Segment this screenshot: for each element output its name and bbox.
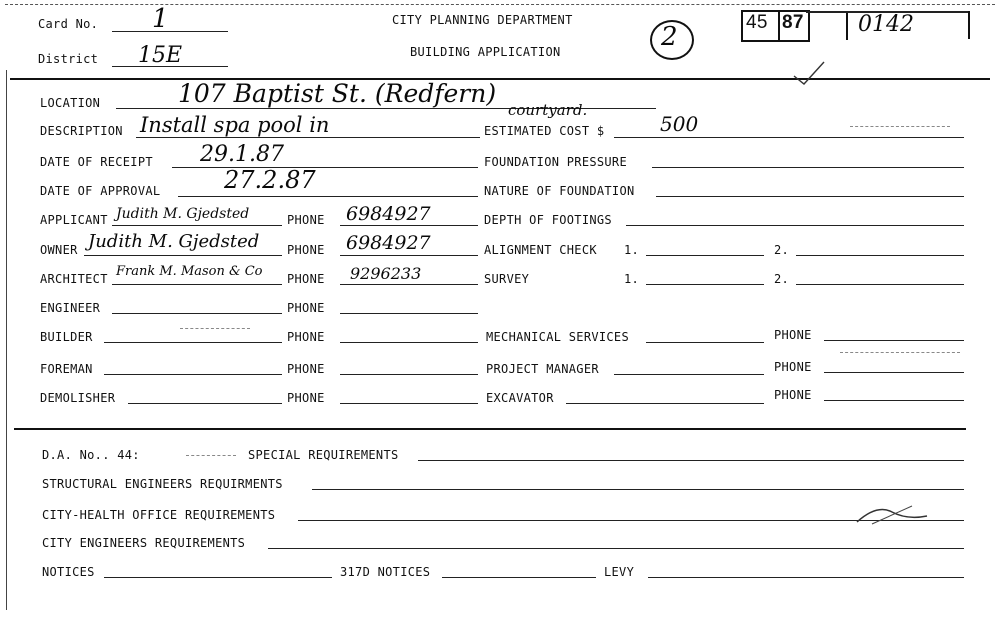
applicant-label: APPLICANT: [40, 213, 108, 227]
mechanical-phone-line: [824, 340, 964, 341]
estimated-cost-label: ESTIMATED COST $: [484, 124, 605, 138]
demolisher-phone-label: PHONE: [287, 391, 325, 405]
engineer-phone-label: PHONE: [287, 301, 325, 315]
depth-footings-label: DEPTH OF FOOTINGS: [484, 213, 612, 227]
structural-line: [312, 489, 964, 490]
applicant-phone-label: PHONE: [287, 213, 325, 227]
circled-number-value: 2: [661, 22, 678, 52]
survey-line-1: [646, 284, 764, 285]
owner-phone-label: PHONE: [287, 243, 325, 257]
description-line: [136, 137, 480, 138]
project-manager-label: PROJECT MANAGER: [486, 362, 599, 376]
owner-phone-value: 6984927: [346, 232, 431, 254]
location-value: 107 Baptist St. (Redfern): [178, 79, 497, 108]
architect-phone-label: PHONE: [287, 272, 325, 286]
district-label: District: [38, 52, 99, 66]
levy-label: LEVY: [604, 565, 635, 579]
file-ref-divider-1: [778, 10, 780, 40]
nature-foundation-line: [656, 196, 964, 197]
levy-line: [648, 577, 964, 578]
special-requirements-line: [418, 460, 964, 461]
alignment-line-1: [646, 255, 764, 256]
architect-line: [112, 284, 282, 285]
card-no-label: Card No.: [38, 17, 99, 31]
section-divider: [14, 428, 966, 430]
date-approval-label: DATE OF APPROVAL: [40, 184, 161, 198]
demolisher-line: [128, 403, 282, 404]
mechanical-line: [646, 342, 764, 343]
file-ref-b: 87: [782, 12, 804, 33]
file-ref-c: 0142: [858, 12, 914, 37]
project-manager-line: [614, 374, 764, 375]
engineer-phone-line: [340, 313, 478, 314]
owner-value: Judith M. Gjedsted: [88, 231, 260, 252]
description-extra: courtyard.: [508, 101, 588, 119]
survey-line-2: [796, 284, 964, 285]
card-no-value: 1: [152, 4, 169, 34]
builder-phone-label: PHONE: [287, 330, 325, 344]
notices-line: [104, 577, 332, 578]
date-approval-value: 27.2.87: [224, 166, 316, 194]
engineer-line: [112, 313, 282, 314]
engineer-label: ENGINEER: [40, 301, 101, 315]
builder-label: BUILDER: [40, 330, 93, 344]
health-label: CITY-HEALTH OFFICE REQUIREMENTS: [42, 508, 276, 522]
applicant-phone-value: 6984927: [346, 203, 431, 225]
alignment-num-1: 1.: [624, 243, 640, 257]
excavator-label: EXCAVATOR: [486, 391, 554, 405]
applicant-phone-line: [340, 225, 478, 226]
structural-label: STRUCTURAL ENGINEERS REQUIRMENTS: [42, 477, 283, 491]
project-manager-phone-line: [824, 372, 964, 373]
date-receipt-label: DATE OF RECEIPT: [40, 155, 153, 169]
da-no-label: D.A. No.. 44:: [42, 448, 140, 462]
notices-317d-label: 317D NOTICES: [340, 565, 431, 579]
mechanical-label: MECHANICAL SERVICES: [486, 330, 629, 344]
alignment-line-2: [796, 255, 964, 256]
district-line: [112, 66, 228, 67]
foundation-pressure-label: FOUNDATION PRESSURE: [484, 155, 627, 169]
description-value: Install spa pool in: [140, 113, 330, 137]
excavator-phone-line: [824, 400, 964, 401]
department-title: CITY PLANNING DEPARTMENT: [392, 13, 573, 27]
pen-scribble-mark: [852, 494, 932, 534]
mechanical-phone-label: PHONE: [774, 328, 812, 342]
header-divider: [10, 78, 990, 80]
owner-phone-line: [340, 255, 478, 256]
da-no-smudge: [186, 455, 236, 456]
survey-label: SURVEY: [484, 272, 530, 286]
depth-footings-line: [626, 225, 964, 226]
foundation-pressure-line: [652, 167, 964, 168]
applicant-line: [112, 225, 282, 226]
owner-label: OWNER: [40, 243, 78, 257]
city-engineers-line: [268, 548, 964, 549]
date-approval-line: [178, 196, 478, 197]
file-ref-divider-3: [968, 11, 970, 39]
excavator-line: [566, 403, 764, 404]
foreman-line: [104, 374, 282, 375]
notices-317d-line: [442, 577, 596, 578]
scan-noise-1: [850, 126, 950, 127]
nature-foundation-label: NATURE OF FOUNDATION: [484, 184, 635, 198]
builder-phone-line: [340, 342, 478, 343]
architect-label: ARCHITECT: [40, 272, 108, 286]
foreman-label: FOREMAN: [40, 362, 93, 376]
date-receipt-line: [172, 167, 478, 168]
city-engineers-label: CITY ENGINEERS REQUIREMENTS: [42, 536, 246, 550]
file-ref-a: 45: [746, 12, 768, 33]
card-no-line: [112, 31, 228, 32]
builder-line: [104, 342, 282, 343]
special-requirements-label: SPECIAL REQUIREMENTS: [248, 448, 399, 462]
demolisher-label: DEMOLISHER: [40, 391, 116, 405]
project-manager-phone-label: PHONE: [774, 360, 812, 374]
scan-noise-2: [180, 328, 250, 329]
estimated-cost-value: 500: [660, 112, 699, 136]
district-value: 15E: [138, 43, 183, 68]
location-label: LOCATION: [40, 96, 101, 110]
file-ref-divider-2: [846, 12, 848, 40]
left-border: [6, 70, 7, 610]
architect-value: Frank M. Mason & Co: [116, 264, 263, 279]
estimated-cost-line: [614, 137, 964, 138]
foreman-phone-label: PHONE: [287, 362, 325, 376]
architect-phone-line: [340, 284, 478, 285]
pen-tick-mark: [790, 58, 830, 88]
demolisher-phone-line: [340, 403, 478, 404]
notices-label: NOTICES: [42, 565, 95, 579]
alignment-label: ALIGNMENT CHECK: [484, 243, 597, 257]
scan-noise-3: [840, 352, 960, 353]
form-title: BUILDING APPLICATION: [410, 45, 561, 59]
survey-num-1: 1.: [624, 272, 640, 286]
excavator-phone-label: PHONE: [774, 388, 812, 402]
description-label: DESCRIPTION: [40, 124, 123, 138]
architect-phone-value: 9296233: [350, 264, 422, 283]
applicant-value: Judith M. Gjedsted: [116, 206, 250, 222]
survey-num-2: 2.: [774, 272, 790, 286]
owner-line: [84, 255, 282, 256]
alignment-num-2: 2.: [774, 243, 790, 257]
foreman-phone-line: [340, 374, 478, 375]
date-receipt-value: 29.1.87: [200, 142, 284, 167]
